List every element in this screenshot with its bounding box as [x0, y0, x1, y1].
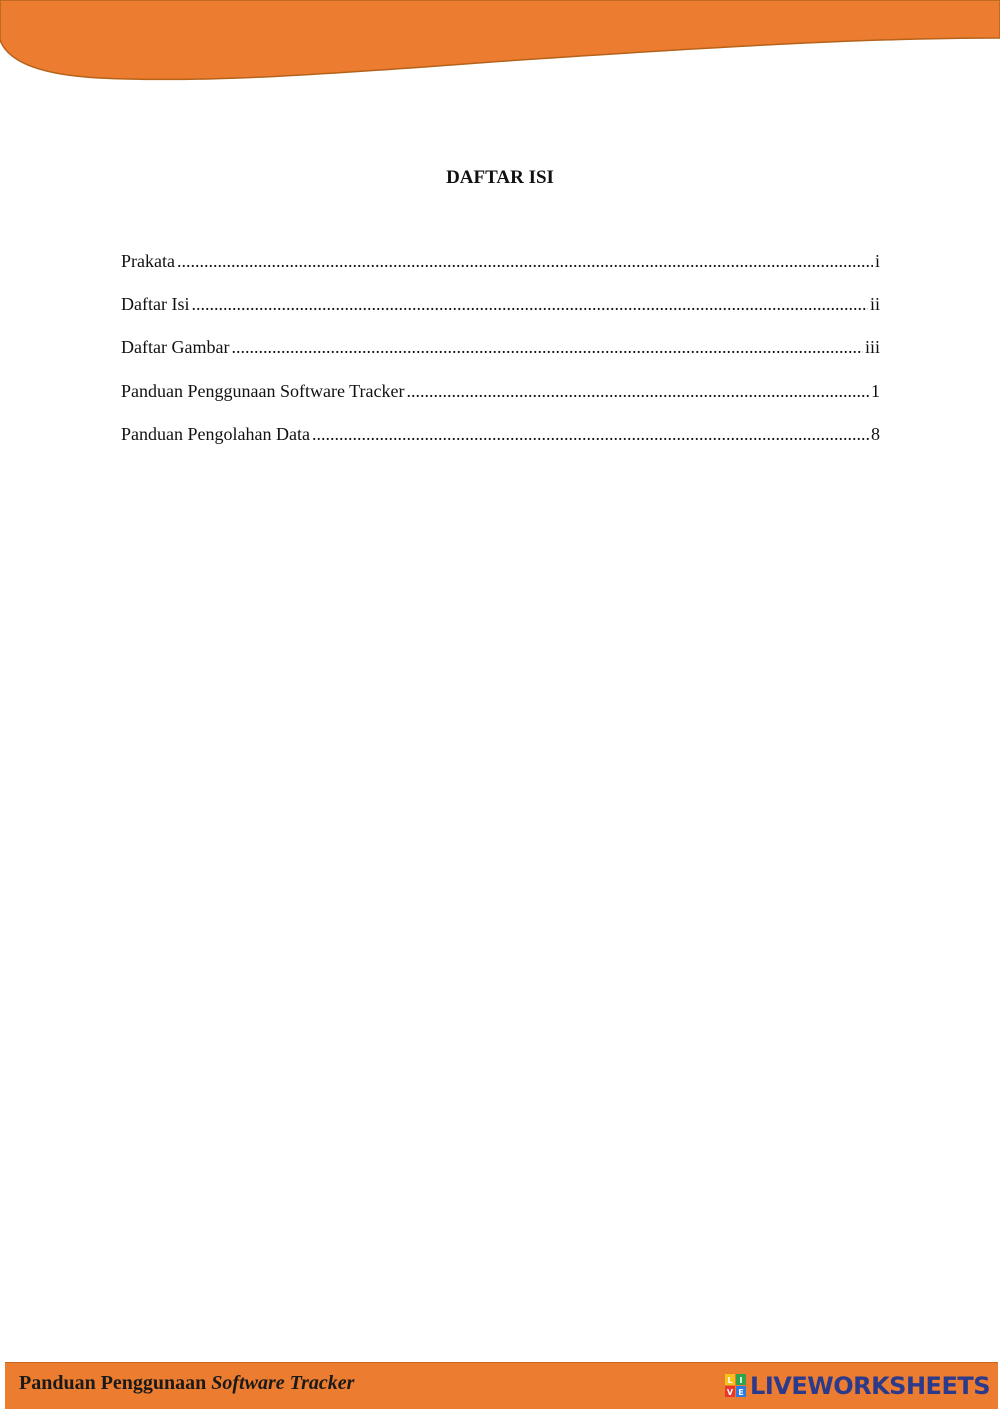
liveworksheets-logo-icon [725, 1374, 747, 1398]
toc-dot-leader [231, 335, 863, 359]
toc-title: DAFTAR ISI [446, 167, 554, 188]
toc-entry-label: Daftar Gambar [121, 337, 230, 358]
toc-entry-page: iii [864, 337, 880, 358]
toc-entry-daftar-isi[interactable] [121, 292, 880, 335]
toc-entry-prakata[interactable] [121, 249, 880, 292]
toc-entry-page: 8 [871, 423, 880, 444]
toc-entry-label: Panduan Pengolahan Data [121, 423, 310, 444]
toc-entry-page: i [874, 251, 880, 271]
toc-entry-label: Panduan Penggunaan Software Tracker [121, 380, 405, 401]
footer-bar [5, 1362, 998, 1409]
header-wave [0, 0, 1000, 90]
toc-entry-page: ii [869, 294, 880, 315]
svg-text:L: L [727, 1376, 733, 1385]
liveworksheets-brand[interactable] [725, 1372, 990, 1400]
table-of-contents [121, 249, 880, 465]
svg-text:V: V [726, 1388, 734, 1397]
footer-title [19, 1372, 354, 1395]
toc-dot-leader [177, 249, 873, 273]
svg-text:I: I [739, 1376, 743, 1385]
toc-entry-panduan-pengolahan[interactable] [121, 422, 880, 465]
svg-text:E: E [738, 1388, 744, 1397]
toc-entry-label: Prakata [121, 251, 175, 271]
footer-title-italic: Software Tracker [211, 1372, 355, 1394]
toc-entry-panduan-penggunaan[interactable] [121, 379, 880, 422]
toc-dot-leader [312, 422, 869, 446]
liveworksheets-wordmark: LIVEWORKSHEETS [750, 1372, 990, 1400]
toc-dot-leader [406, 379, 869, 403]
toc-entry-daftar-gambar[interactable] [121, 335, 880, 378]
toc-entry-label: Daftar Isi [121, 294, 190, 315]
toc-entry-page: 1 [871, 380, 880, 401]
footer-title-plain: Panduan Penggunaan [19, 1372, 212, 1394]
toc-dot-leader [191, 292, 868, 316]
